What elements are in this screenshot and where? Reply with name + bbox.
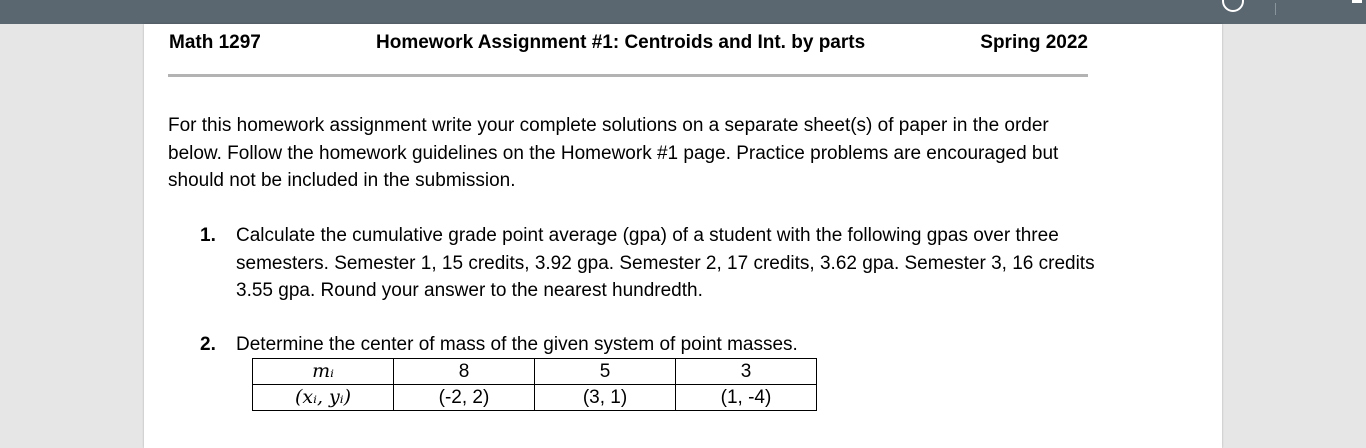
problem-number: 2. (200, 334, 216, 355)
toolbar-edge-icon[interactable] (1352, 0, 1362, 3)
row-label-mass: mᵢ (253, 359, 394, 385)
page-header (168, 30, 1088, 56)
term-label: Spring 2022 (980, 32, 1088, 53)
problem-2 (200, 331, 1100, 359)
problem-text: Determine the center of mass of the given system of point masses. (236, 334, 798, 355)
point-mass-table (252, 358, 817, 411)
table-cell: 5 (535, 359, 676, 385)
table-cell: 8 (394, 359, 535, 385)
course-name: Math 1297 (169, 32, 261, 53)
table-cell: 3 (676, 359, 817, 385)
viewer-toolbar (0, 0, 1366, 24)
toolbar-separator (1275, 3, 1276, 15)
table-row (253, 359, 817, 385)
table-row (253, 385, 817, 411)
row-label-coordinates: (xᵢ, yᵢ) (253, 385, 394, 411)
intro-paragraph: For this homework assignment write your complete solutions on a separate sheet(s) of paper in the order below. Follow the homework guidelines on the Homework #1 page. Practice problems are encouraged but should not be included in the submission. (168, 115, 1059, 191)
document-page (144, 24, 1222, 448)
header-rule (168, 74, 1088, 77)
table-cell: (-2, 2) (394, 385, 535, 411)
table-cell: (1, -4) (676, 385, 817, 411)
assignment-title: Homework Assignment #1: Centroids and Int. by parts (376, 32, 866, 53)
problem-1 (200, 222, 1100, 305)
table-cell: (3, 1) (535, 385, 676, 411)
problem-number: 1. (200, 225, 216, 246)
toolbar-circle-icon[interactable] (1222, 0, 1244, 12)
problem-text: Calculate the cumulative grade point average (gpa) of a student with the following gpas over three semesters. Semester 1, 15 credits, 3.92 gpa. Semester 2, 17 credits, 3.62 gpa. Semester 3, 16 credits 3.55 gpa. Round your answer to the nearest hundredth. (236, 225, 1095, 301)
